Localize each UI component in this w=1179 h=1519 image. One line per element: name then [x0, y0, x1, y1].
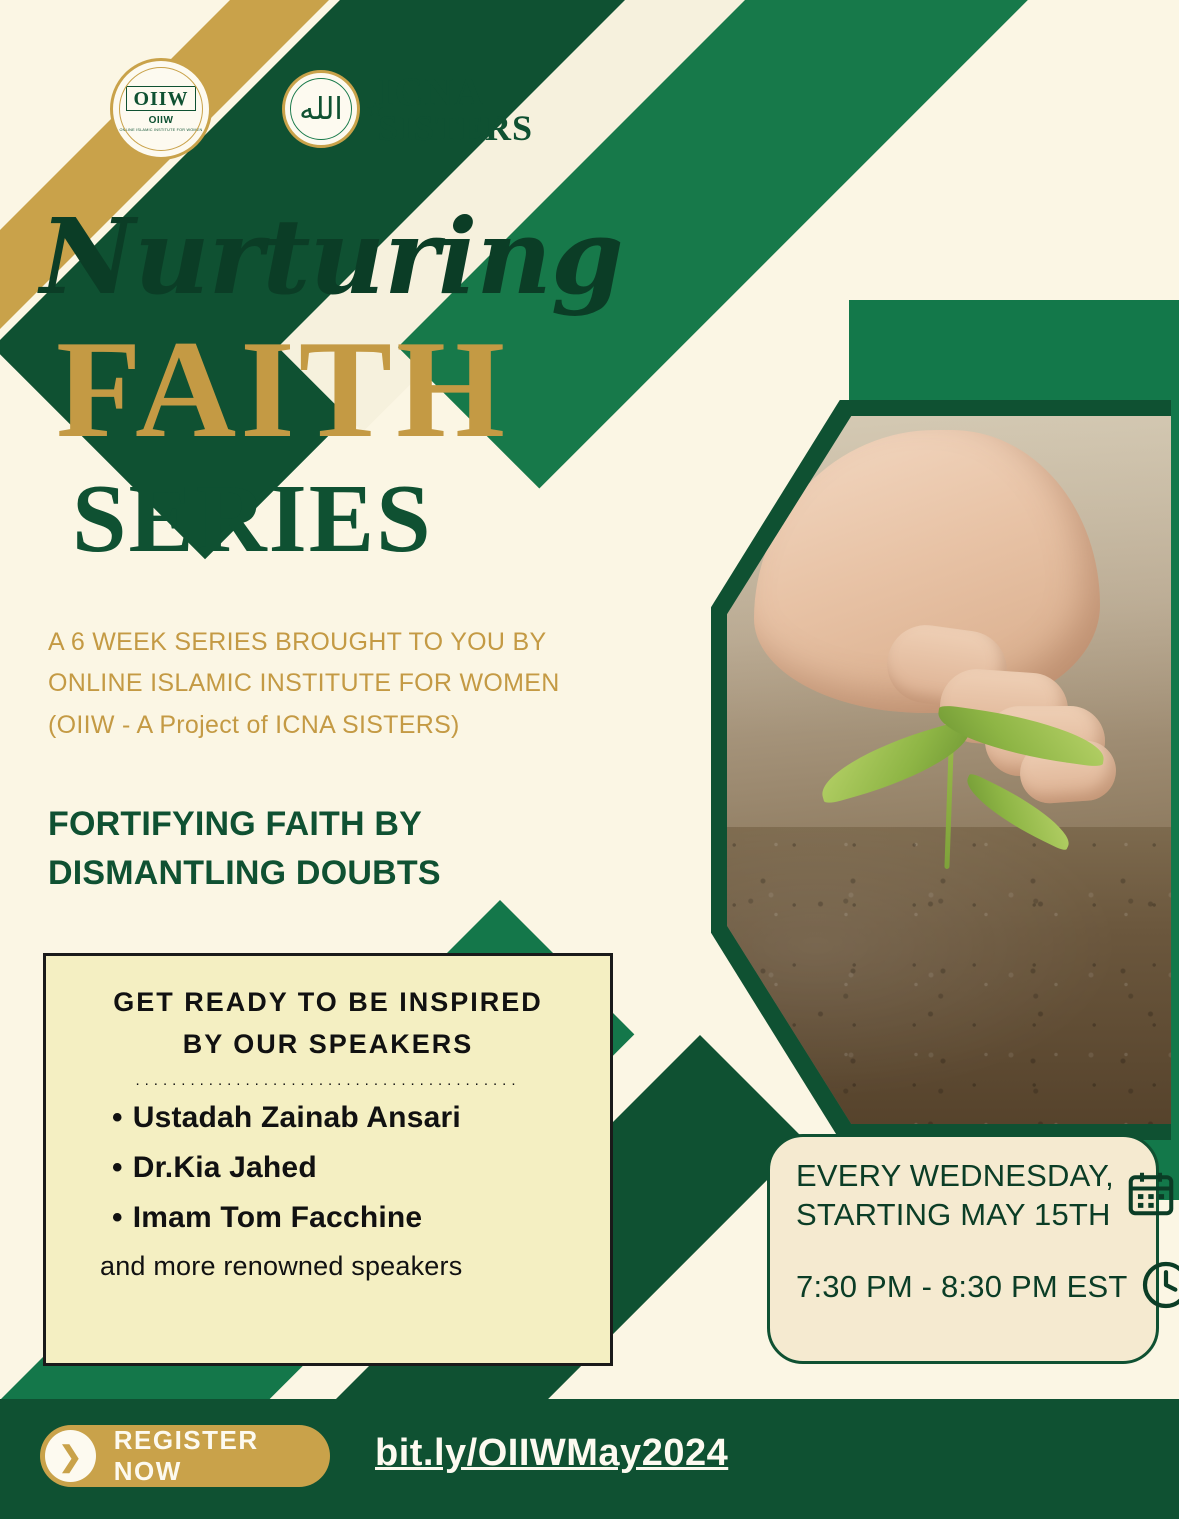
speaker-name: Dr.Kia Jahed: [132, 1150, 317, 1184]
list-item: [112, 1151, 586, 1185]
topic-line-2: DISMANTLING DOUBTS: [48, 854, 441, 893]
calligraphy-emblem-icon: الله: [282, 70, 360, 148]
oiiw-logo-name: OIIW: [148, 115, 174, 126]
register-button-label: REGISTER NOW: [113, 1425, 259, 1486]
speaker-name: Imam Tom Facchine: [132, 1200, 423, 1234]
oiiw-logo-mark: OIIW: [126, 86, 195, 111]
title-main-word: FAITH: [56, 312, 509, 467]
list-item: [112, 1201, 586, 1235]
speakers-footnote: and more renowned speakers: [100, 1250, 463, 1281]
oiiw-logo-ring: [119, 67, 203, 151]
speakers-panel: [43, 953, 613, 1366]
calendar-icon: [1124, 1166, 1178, 1225]
arrow-right-icon: ❯: [45, 1430, 96, 1482]
logo-group: [110, 58, 533, 160]
clock-icon: [1138, 1257, 1179, 1318]
schedule-day-line-2: STARTING MAY 15TH: [796, 1196, 1111, 1232]
decorative-dotted-divider: ..........................................: [135, 1071, 521, 1089]
subtitle-line-3: (OIIW - A Project of ICNA SISTERS): [48, 710, 460, 739]
subtitle-line-2: ONLINE ISLAMIC INSTITUTE FOR WOMEN: [48, 669, 560, 698]
schedule-day-text: [796, 1157, 1114, 1235]
schedule-time: 7:30 PM - 8:30 PM EST: [796, 1269, 1128, 1304]
schedule-day-row: [796, 1157, 1138, 1235]
bullet-icon: •: [112, 1150, 123, 1184]
icna-logo-text: [377, 68, 534, 148]
leaf-shape: [813, 719, 979, 805]
register-button[interactable]: [40, 1425, 330, 1487]
speaker-name: Ustadah Zainab Ansari: [132, 1100, 461, 1134]
icna-logo-line2: SISTERS: [377, 107, 534, 148]
speakers-heading: [70, 982, 586, 1066]
speakers-heading-line-2: BY OUR SPEAKERS: [182, 1028, 474, 1059]
hexagon-photo-frame: [711, 400, 1171, 1140]
topic-line-1: FORTIFYING FAITH BY: [48, 805, 423, 843]
schedule-time-row: [796, 1257, 1138, 1318]
subtitle-line-1: A 6 WEEK SERIES BROUGHT TO YOU BY: [48, 628, 547, 656]
oiiw-logo: [110, 58, 212, 160]
schedule-day-line-1: EVERY WEDNESDAY,: [796, 1158, 1114, 1193]
subtitle-block: [48, 622, 608, 746]
icna-logo-line1: ICNA: [377, 68, 485, 114]
title-script-word: Nurturing: [40, 195, 623, 318]
registration-link[interactable]: bit.ly/OIIWMay2024: [375, 1432, 729, 1474]
oiiw-logo-subtitle: ONLINE ISLAMIC INSTITUTE FOR WOMEN: [119, 128, 203, 132]
title-sub-word: SERIES: [72, 465, 433, 573]
bullet-icon: •: [112, 1100, 123, 1134]
topic-block: [48, 800, 648, 899]
soil-ground: [727, 827, 1171, 1124]
icna-sisters-logo: [282, 70, 533, 148]
speakers-heading-line-1: GET READY TO BE INSPIRED: [113, 987, 543, 1017]
schedule-card: [767, 1134, 1159, 1364]
seedling-photo: [727, 416, 1171, 1124]
list-item: [112, 1101, 586, 1135]
bullet-icon: •: [112, 1200, 123, 1234]
star-icon: ★: [366, 98, 384, 121]
